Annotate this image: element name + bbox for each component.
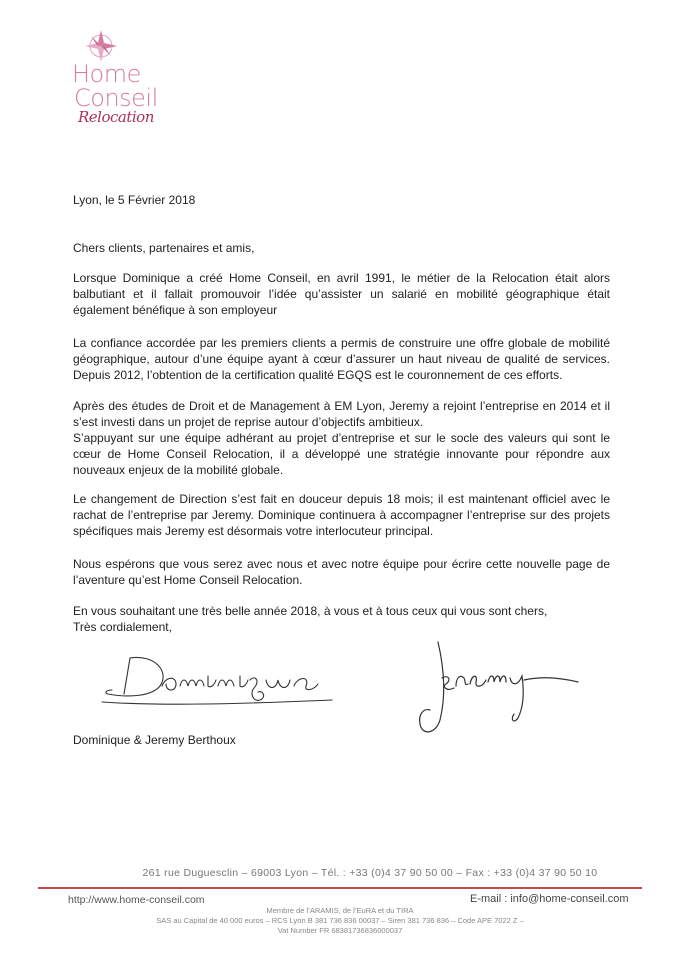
footer-email-link[interactable]: E-mail : info@home-conseil.com	[470, 893, 629, 905]
closing-wishes: En vous souhaitant une très belle année 2018, à vous et à tous ceux qui vous sont chers,	[73, 604, 548, 618]
letter-greeting: Chers clients, partenaires et amis,	[73, 241, 255, 255]
closing-regards: Très cordialement,	[73, 620, 172, 634]
paragraph-trust: La confiance accordée par les premiers clients a permis de construire une offre globale de mobilité géographique, autour d’une équipe ayant à cœur d’assurer un haut niveau de qualité de services. Depuis 2012, l’obtention de la certification qualité EGQS est le couronnement de ces efforts.	[73, 336, 610, 382]
paragraph-hope: Nous espérons que vous serez avec nous et avec notre équipe pour écrire cette nouvelle page de l’aventure qu’est Home Conseil Relocation.	[73, 557, 610, 587]
paragraph-jeremy-strategy: S’appuyant sur une équipe adhérant au projet d’entreprise et sur le socle des valeurs qui sont le cœur de Home Conseil Relocation, il a développé une stratégie innovante pour répondre aux nouveaux enjeux de la mobilité globale.	[73, 431, 610, 477]
company-logo	[72, 28, 192, 128]
letter-date: Lyon, le 5 Février 2018	[73, 193, 196, 207]
footer-divider	[38, 887, 642, 889]
logo-word-relocation: Relocation	[78, 108, 154, 126]
footer-vat-number: Vat Number FR 68381736836000037	[277, 926, 403, 935]
footer-legal-info	[40, 906, 640, 936]
footer-registration: SAS au Capital de 40 000 euros – RCS Lyon B 381 736 836 00037 – Siren 381 736 836 – Code APE 7022 Z –	[156, 916, 524, 925]
letter-closing	[73, 603, 610, 635]
signature-dominique	[100, 650, 345, 710]
paragraph-jeremy-studies: Après des études de Droit et de Management à EM Lyon, Jeremy a rejoint l’entreprise en 2014 et il s’est investi dans un projet de reprise autour d’objectifs ambitieux.	[73, 399, 610, 429]
logo-word-conseil: Conseil	[74, 84, 158, 112]
footer-address: 261 rue Duguesclin – 69003 Lyon – Tél. : +33 (0)4 37 90 50 00 – Fax : +33 (0)4 37 90 50 10	[142, 867, 598, 879]
signature-jeremy	[412, 638, 582, 738]
footer-membership: Membre de l’ARAMIS, de l’EuRA et du TIRA	[266, 906, 414, 915]
paragraph-jeremy	[73, 398, 610, 478]
logo-word-home: Home	[72, 60, 141, 88]
paragraph-history: Lorsque Dominique a créé Home Conseil, en avril 1991, le métier de la Relocation était alors balbutiant et il fallait promouvoir l’idée qu’assister un salarié en mobilité géographique était également bénéfique à son employeur	[73, 271, 610, 317]
footer-website-link[interactable]: http://www.home-conseil.com	[68, 894, 205, 906]
signatory-names: Dominique & Jeremy Berthoux	[73, 733, 236, 747]
paragraph-direction-change: Le changement de Direction s’est fait en douceur depuis 18 mois; il est maintenant officiel avec le rachat de l’entreprise par Jeremy. Dominique continuera à accompagner l’entreprise sur des projets spécifiques mais Jeremy est désormais votre interlocuteur principal.	[73, 492, 610, 538]
